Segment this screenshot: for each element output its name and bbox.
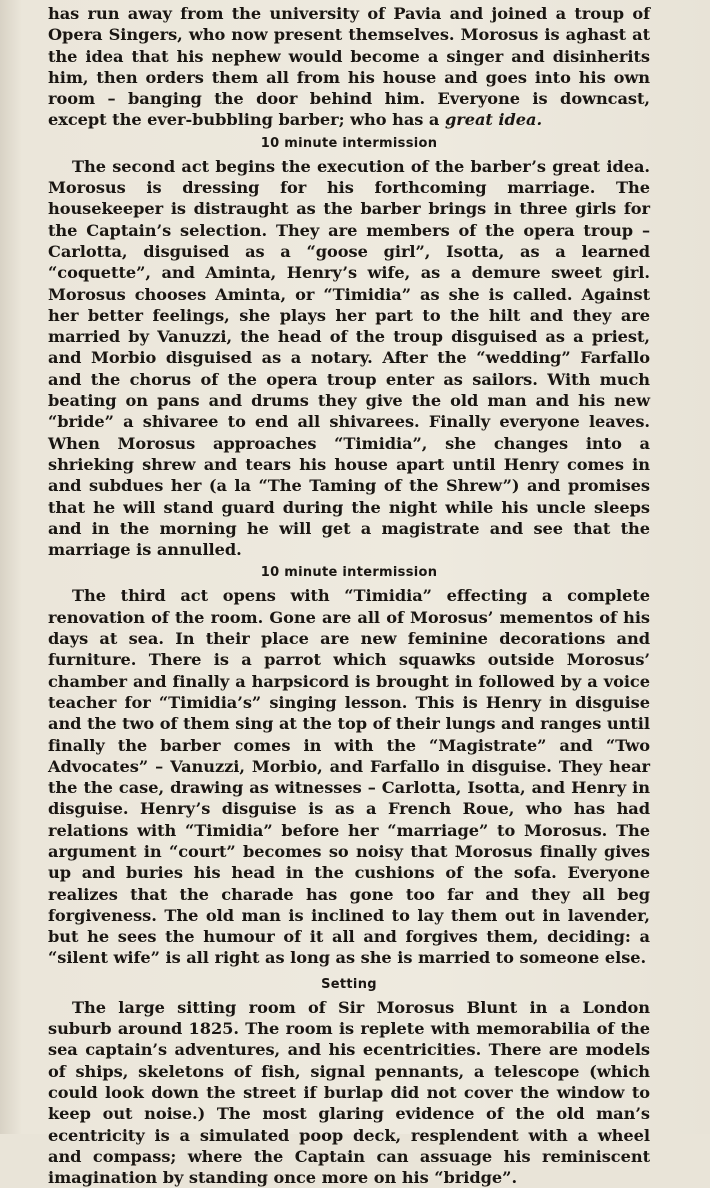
text-line: his nephew would become a singer and disinherits him, then orders them [48,46,650,87]
section-heading-setting: Setting [321,976,377,992]
text-column [48,3,650,1188]
paragraph-act3: The third act opens with “Timidia” effecting a complete renovation of the room. Gone are all of Morosus’ mementos of his days at sea. In their place are new feminine decorations and furniture. There is a parrot which squawks outside Morosus’ chamber and finally a harpsicord is brought in followed by a voice teacher for “Timidia’s” singing lesson. This is Henry in disguise and the two of them sing at the top of their lungs and ranges until finally the barber comes in with the “Magistrate” and “Two Advocates” – Vanuzzi, Morbio, and Farfallo in disguise. They hear the the case, drawing as witnesses – Carlotta, Isotta, and Henry in disguise. Henry’s disguise is as a French Roue, who has had relations with “Timidia” before her “marriage” to Morosus. The argument in “court” becomes so noisy that Morosus finally gives up and buries his head in the cushions of the sofa. Everyone realizes that the charade has gone too far and they all beg forgiveness. The old man is inclined to lay them out in lavender, but he sees the humour of it all and forgives them, deciding: a “silent wife” is all right as long as she is married to someone else. [48,586,650,968]
text-line: Singers, who now present themselves. Morosus is aghast at the idea that [48,25,651,66]
text-line-prefix: a [428,110,445,130]
text-line: him. Everyone is downcast, except the ever-bubbling barber; who has [48,89,650,130]
text-line: all from his house and goes into his own room – banging the door behind [48,67,650,109]
paragraph-act1-ending [48,3,650,131]
text-line: has run away from the university of Pavia and joined a troup of Opera [48,4,650,45]
paragraph-setting: The large sitting room of Sir Morosus Blunt in a London suburb around 1825. The room is replete with memorabilia of the sea captain’s adventures, and his ecentricities. There are models of ships, skeletons of fish, signal pennants, a telescope (which could look down the street if burlap did not cover the window to keep out noise.) The most glaring evidence of the old man’s ecentricity is a simulated poop deck, resplendent with a wheel and compass; where the Captain can assuage his reminiscent imagination by standing once more on his “bridge”. [48,997,650,1188]
section-heading-intermission-1: 10 minute intermission [260,135,438,151]
section-heading-intermission-2: 10 minute intermission [260,565,438,581]
emphasis-great-idea: great idea. [444,110,543,130]
paragraph-act2: The second act begins the execution of the barber’s great idea. Morosus is dressing for his forthcoming marriage. The housekeeper is distraught as the barber brings in three girls for the Captain’s selection. They are members of the opera troup – Carlotta, disguised as a “goose girl”, Isotta, as a learned “coquette”, and Aminta, Henry’s wife, as a demure sweet girl. Morosus chooses Aminta, or “Timidia” as she is called. Against her better feelings, she plays her part to the hilt and they are married by Vanuzzi, the head of the troup disguised as a priest, and Morbio disguised as a notary. After the “wedding” Farfallo and the chorus of the opera troup enter as sailors. With much beating on pans and drums they give the old man and his new “bride” a shivaree to end all shivarees. Finally everyone leaves. When Morosus approaches “Timidia”, she changes into a shrieking shrew and tears his house apart until Henry comes in and subdues her (a la “The Taming of the Shrew”) and promises that he will stand guard during the night while his uncle sleeps and in the morning he will get a magistrate and see that the marriage is annulled. [48,156,650,560]
